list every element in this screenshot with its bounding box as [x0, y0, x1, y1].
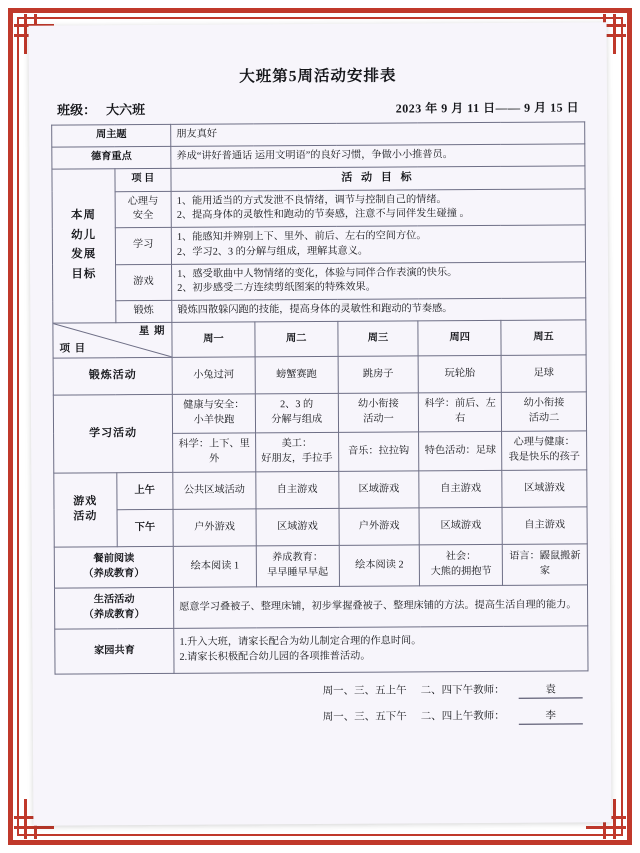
- exercise-wed: 跳房子: [338, 356, 419, 393]
- goal-item-0: 心理与 安全: [115, 191, 172, 228]
- dev-goal-label: 本周 幼儿 发展 目标: [52, 168, 116, 323]
- reading-fri: 语言：鼹鼠搬新家: [502, 544, 587, 586]
- goal-item-2: 游戏: [115, 264, 172, 301]
- goal-item-1: 学习: [115, 227, 172, 264]
- game-am-tue: 自主游戏: [256, 471, 339, 509]
- week-theme-value: 朋友真好: [171, 122, 585, 146]
- class-label: 班级：: [57, 102, 97, 118]
- exercise-mon: 小兔过河: [172, 357, 255, 395]
- exercise-thu: 玩轮胎: [418, 355, 501, 393]
- game-am-mon: 公共区域活动: [173, 472, 256, 510]
- table-row-game-am: [54, 470, 587, 510]
- moral-value: 养成“讲好普通话 运用文明语”的良好习惯，争做小小推普员。: [171, 144, 585, 168]
- goal-text-1: 1、能感知并辨别上下、里外、前后、左右的空间方位。 2、学习2、3 的分解与组成，理解其意义。: [171, 225, 585, 264]
- game-label: 游戏 活动: [54, 473, 117, 547]
- schedule-sheet: [29, 22, 612, 826]
- reading-label: 餐前阅读 （养成教育）: [54, 546, 173, 588]
- home-value: 1.升入大班，请家长配合为幼儿制定合理的作息时间。 2.请家长积极配合幼儿园的各项推普活动。: [174, 626, 588, 674]
- exercise-tue: 螃蟹赛跑: [255, 356, 338, 394]
- goal-item-head: 项 目: [115, 168, 172, 191]
- reading-tue: 养成教育： 早早睡早早起: [256, 545, 339, 587]
- table-row-weekday-header: [53, 320, 586, 358]
- table-row-game-pm: [54, 507, 587, 547]
- table-row-goal-psych: [52, 188, 585, 228]
- weekday-3: 周四: [418, 320, 501, 356]
- study1-tue: 2、3 的 分解与组成: [255, 393, 338, 433]
- weekday-1: 周二: [255, 321, 338, 357]
- schedule-table: [51, 121, 588, 674]
- table-row-exercise: [53, 355, 586, 395]
- study-label: 学习活动: [53, 394, 173, 473]
- table-row-reading: [54, 544, 587, 588]
- life-value: 愿意学习叠被子、整理床铺，初步掌握叠被子、整理床铺的方法。提高生活自理的能力。: [174, 585, 588, 629]
- game-am-label: 上午: [116, 472, 173, 509]
- study2-thu: 特色活动：足球: [419, 431, 502, 471]
- study2-mon: 科学：上下、里外: [173, 433, 256, 473]
- corner-split-cell: [53, 322, 172, 358]
- date-range: 2023 年 9 月 11 日—— 9 月 15 日: [395, 100, 580, 116]
- table-row-home: [55, 626, 588, 674]
- table-row-life: [54, 585, 587, 629]
- life-label: 生活活动 （养成教育）: [54, 587, 173, 629]
- weekday-0: 周一: [172, 322, 255, 358]
- game-pm-mon: 户外游戏: [173, 509, 256, 547]
- goal-text-2: 1、感受歌曲中人物情绪的变化，体验与同伴合作表演的快乐。 2、初步感受二方连续剪纸图案的特殊效果。: [172, 262, 586, 301]
- home-label: 家园共育: [55, 628, 174, 674]
- weekday-2: 周三: [337, 321, 418, 356]
- document-meta: [51, 96, 585, 124]
- signature-1-left: 周一、三、五上午: [322, 685, 407, 697]
- signature-1-right: 二、四下午教师：: [420, 684, 505, 697]
- game-am-wed: 区域游戏: [338, 471, 419, 508]
- game-pm-label: 下午: [117, 509, 174, 546]
- signature-1-value: 袁: [519, 681, 583, 698]
- game-pm-wed: 户外游戏: [339, 508, 420, 545]
- study1-thu: 科学：前后、左右: [419, 392, 502, 432]
- study1-fri: 幼小衔接 活动二: [501, 392, 586, 432]
- game-am-fri: 区域游戏: [502, 470, 587, 508]
- goal-text-0: 1、能用适当的方式发泄不良情绪，调节与控制自己的情绪。 2、提高身体的灵敏性和跑动的节奏感，注意不与同伴发生碰撞 。: [171, 188, 585, 227]
- exercise-fri: 足球: [501, 355, 586, 393]
- signature-line-2: [61, 707, 583, 727]
- goal-item-3: 锻炼: [115, 301, 172, 323]
- weekday-4: 周五: [501, 320, 586, 356]
- reading-thu: 社会： 大熊的拥抱节: [420, 544, 503, 586]
- signature-2-right: 二、四上午教师：: [420, 710, 505, 723]
- signature-2-value: 李: [519, 707, 583, 724]
- page-title: 大班第5周活动安排表: [239, 67, 397, 86]
- study2-fri: 心理与健康： 我是快乐的孩子: [502, 431, 587, 471]
- teacher-signatures: [55, 681, 589, 727]
- table-row-goal-study: [52, 225, 585, 265]
- corner-week-label: 星 期: [138, 325, 166, 338]
- game-pm-thu: 区域游戏: [419, 507, 502, 545]
- class-field: [57, 99, 145, 119]
- study2-wed: 音乐：拉拉钩: [338, 432, 419, 471]
- study1-wed: 幼小衔接 活动一: [338, 393, 419, 432]
- reading-wed: 绘本阅读 2: [339, 545, 420, 586]
- game-am-thu: 自主游戏: [419, 470, 502, 508]
- signature-line-1: [61, 681, 583, 701]
- week-theme-label: 周主题: [52, 124, 171, 147]
- table-row-goals-header: [52, 165, 585, 191]
- table-row-study-1: [53, 392, 586, 434]
- study1-mon: 健康与安全： 小羊快跑: [172, 394, 255, 434]
- class-value: 大六班: [106, 102, 146, 118]
- moral-label: 德育重点: [52, 146, 171, 169]
- exercise-label: 锻炼活动: [53, 357, 172, 395]
- study2-tue: 美工： 好朋友，手拉手: [255, 432, 338, 472]
- goal-content-head: 活 动 目 标: [171, 165, 585, 190]
- game-pm-fri: 自主游戏: [502, 507, 587, 545]
- game-pm-tue: 区域游戏: [256, 508, 339, 546]
- corner-item-label: 项 目: [59, 343, 87, 355]
- signature-2-left: 周一、三、五下午: [322, 711, 407, 723]
- reading-mon: 绘本阅读 1: [173, 546, 256, 588]
- goal-text-3: 锻炼四散躲闪跑的技能，提高身体的灵敏性和跑动的节奏感。: [172, 298, 586, 322]
- table-row-goal-game: [53, 262, 586, 302]
